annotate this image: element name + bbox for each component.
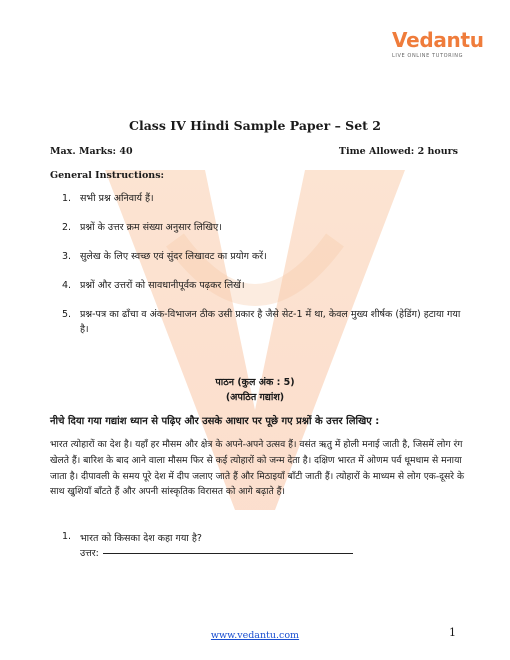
instruction-text: प्रश्न-पत्र का ढाँचा व अंक-विभाजन ठीक उसी प्रकार है जैसे सेट-1 में था, केवल मुख्य शीर्षक (हेडिंग) हटाया गया है। — [80, 309, 461, 335]
question-number: 1. — [62, 531, 72, 542]
answer-label: उत्तर: — [80, 548, 99, 559]
passage-instruction: नीचे दिया गया गद्यांश ध्यान से पढ़िए और उसके आधार पर पूछे गए प्रश्नों के उत्तर लिखिए : — [50, 416, 380, 427]
instruction-number: 3. — [62, 251, 72, 262]
question-1 — [62, 531, 202, 544]
instruction-item — [62, 307, 462, 337]
instruction-item — [62, 278, 462, 293]
instruction-number: 1. — [62, 193, 72, 204]
instruction-text: प्रश्नों के उत्तर क्रम संख्या अनुसार लिखिए। — [80, 222, 222, 233]
logo-wordmark: Vedantu — [392, 28, 484, 52]
section-heading: पाठन (कुल अंक : 5) — [215, 377, 295, 388]
max-marks: Max. Marks: 40 — [50, 146, 133, 157]
instruction-item — [62, 191, 462, 206]
page-number: 1 — [449, 626, 456, 639]
vedantu-logo — [392, 28, 482, 59]
instruction-item — [62, 220, 462, 235]
paper-title: Class IV Hindi Sample Paper – Set 2 — [129, 118, 381, 133]
instruction-number: 2. — [62, 222, 72, 233]
logo-tagline: LIVE ONLINE TUTORING — [392, 53, 464, 59]
instruction-text: सभी प्रश्न अनिवार्य हैं। — [80, 193, 154, 204]
general-instructions-heading: General Instructions: — [50, 170, 165, 181]
instruction-number: 5. — [62, 309, 72, 320]
instruction-text: सुलेख के लिए स्वच्छ एवं सुंदर लिखावट का प्रयोग करें। — [80, 251, 267, 262]
time-allowed: Time Allowed: 2 hours — [338, 146, 458, 157]
passage-text: भारत त्योहारों का देश है। यहाँ हर मौसम और क्षेत्र के अपने-अपने उत्सव हैं। वसंत ऋतु में होली मनाई जाती है, जिसमें लोग रंग खेलते हैं। बारिश के बाद आने वाला मौसम फिर से कई त्योहारों को जन्म देता है। दक्षिण भारत में ओणम पर्व धूमधाम से मनाया जाता है। दीपावली के समय पूरे देश में दीप जलाए जाते हैं और मिठाइयाँ बाँटी जाती हैं। त्योहारों के माध्यम से लोग एक-दूसरे के साथ खुशियाँ बाँटते हैं और अपनी सांस्कृतिक विरासत को आगे बढ़ाते हैं। — [50, 439, 464, 498]
instruction-number: 4. — [62, 280, 72, 291]
footer-link[interactable]: www.vedantu.com — [210, 630, 300, 641]
instruction-item — [62, 249, 462, 264]
answer-blank — [103, 553, 353, 554]
instruction-text: प्रश्नों और उत्तरों को सावधानीपूर्वक पढ़कर लिखें। — [80, 280, 245, 291]
answer-line-1 — [80, 546, 353, 559]
question-text: भारत को किसका देश कहा गया है? — [80, 533, 202, 544]
section-subheading: (अपठित गद्यांश) — [225, 392, 285, 403]
